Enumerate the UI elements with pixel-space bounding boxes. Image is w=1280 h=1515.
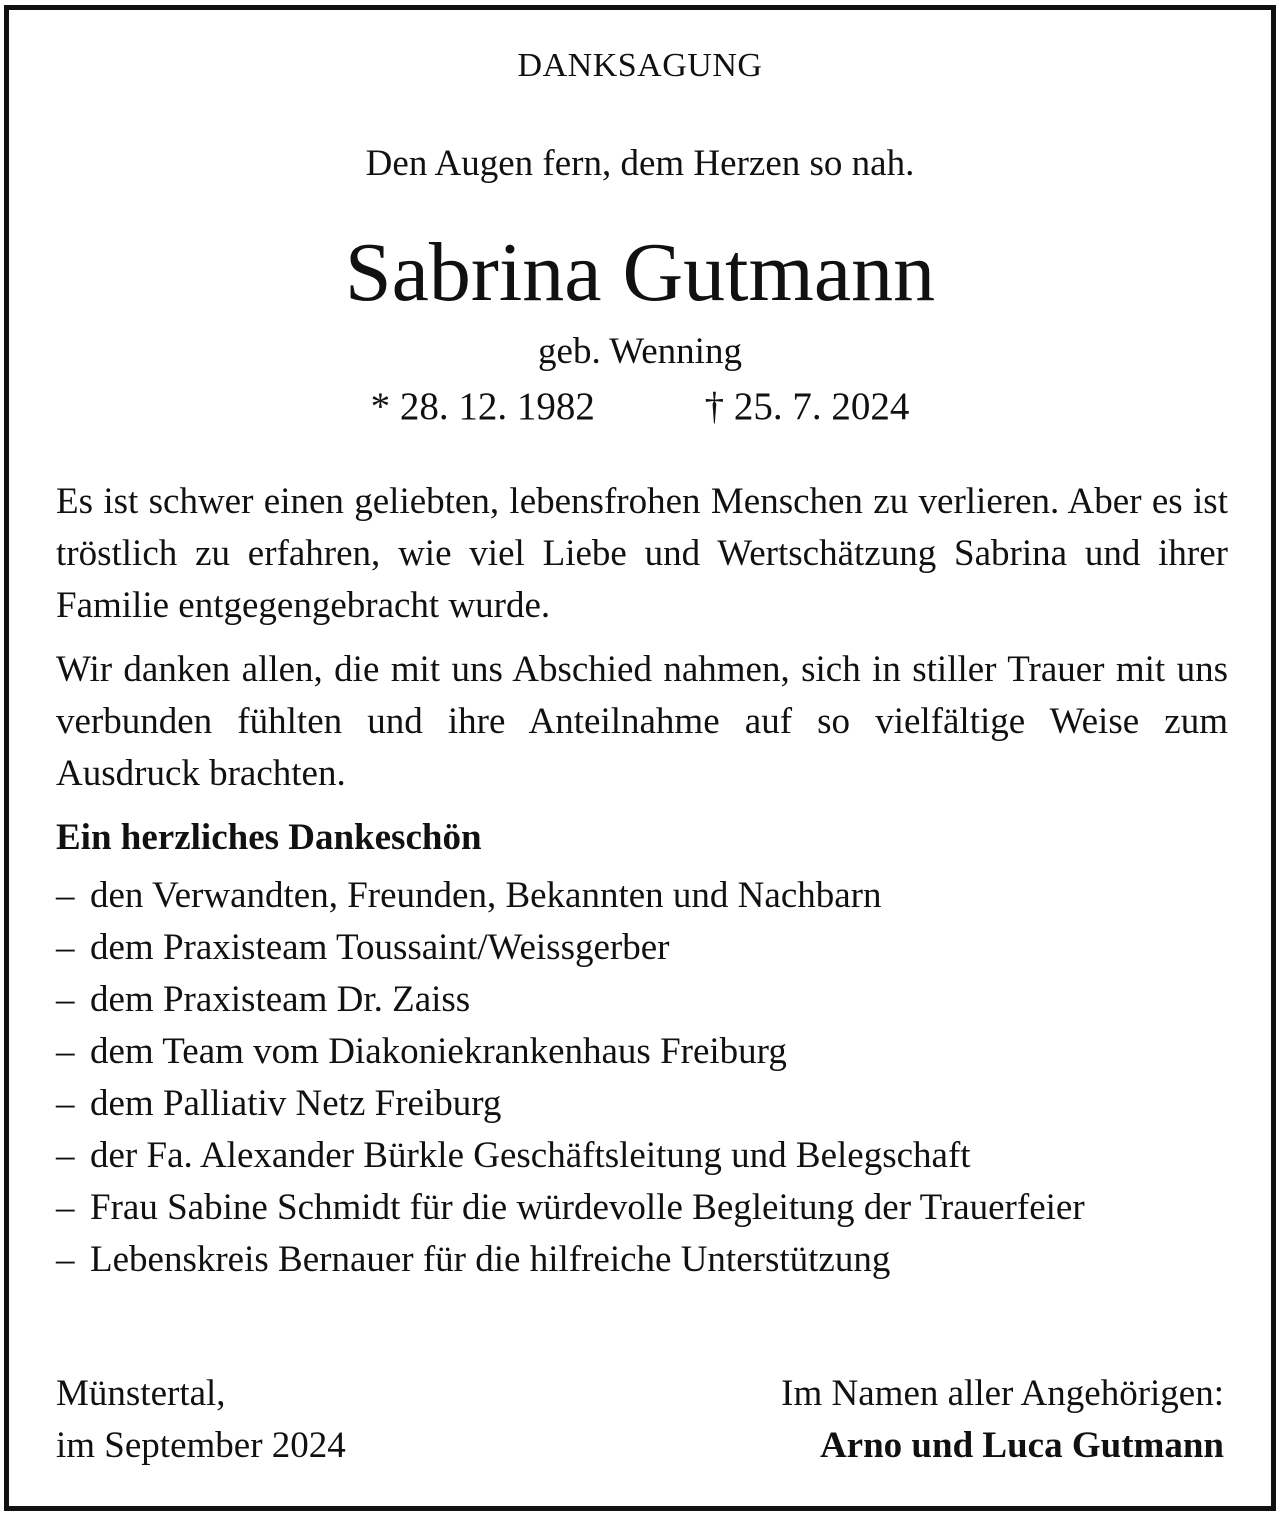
place: Münstertal, — [56, 1373, 226, 1414]
thanks-item — [56, 1026, 1228, 1078]
life-dates — [0, 384, 1280, 429]
thanks-title: Ein herzliches Dankeschön — [56, 817, 482, 858]
paragraph-1: Es ist schwer einen geliebten, lebensfrohen Menschen zu verlieren. Aber es ist tröstlich zu erfahren, wie viel Liebe und Wertschätzung Sabrina und ihrer Familie entgegengebracht wurde. — [56, 481, 1228, 626]
thanks-item-text: Lebenskreis Bernauer für die hilfreiche Unterstützung — [90, 1239, 891, 1280]
thanks-item — [56, 1234, 1228, 1286]
thanks-item-text: der Fa. Alexander Bürkle Geschäftsleitung und Belegschaft — [90, 1135, 971, 1176]
thanks-item-text: dem Team vom Diakoniekrankenhaus Freiburg — [90, 1031, 787, 1072]
thanks-item — [56, 1182, 1228, 1234]
birth-date: * 28. 12. 1982 — [370, 385, 595, 428]
dash-marker: – — [56, 1031, 75, 1072]
dash-marker: – — [56, 927, 75, 968]
maiden-name: geb. Wenning — [538, 331, 742, 372]
dash-marker: – — [56, 1239, 75, 1280]
on-behalf-label: Im Namen aller Angehörigen: — [781, 1373, 1224, 1414]
thanks-list — [56, 870, 1228, 1286]
thanks-item — [56, 974, 1228, 1026]
thanks-item-text: dem Praxisteam Toussaint/Weissgerber — [90, 927, 670, 968]
notice-heading: DANKSAGUNG — [517, 47, 763, 84]
thanks-item — [56, 870, 1228, 922]
dash-marker: – — [56, 1135, 75, 1176]
death-date: † 25. 7. 2024 — [704, 385, 910, 428]
thanks-item-text: Frau Sabine Schmidt für die würdevolle Begleitung der Trauerfeier — [90, 1187, 1085, 1228]
date: im September 2024 — [56, 1425, 346, 1466]
thanks-item-text: dem Praxisteam Dr. Zaiss — [90, 979, 471, 1020]
footer-place-date — [56, 1368, 346, 1472]
motto: Den Augen fern, dem Herzen so nah. — [365, 143, 915, 184]
dash-marker: – — [56, 979, 75, 1020]
dash-marker: – — [56, 1083, 75, 1124]
footer-signature — [781, 1368, 1224, 1472]
dash-marker: – — [56, 1187, 75, 1228]
thanks-item-text: dem Palliativ Netz Freiburg — [90, 1083, 502, 1124]
paragraph-2: Wir danken allen, die mit uns Abschied nahmen, sich in stiller Trauer mit uns verbunden fühlten und ihre Anteilnahme auf so vielfältige Weise zum Ausdruck brachten. — [56, 649, 1228, 794]
thanks-item — [56, 1078, 1228, 1130]
dash-marker: – — [56, 875, 75, 916]
deceased-name: Sabrina Gutmann — [344, 226, 936, 319]
signers: Arno und Luca Gutmann — [819, 1425, 1224, 1466]
thanks-item — [56, 922, 1228, 974]
thanks-item-text: den Verwandten, Freunden, Bekannten und Nachbarn — [90, 875, 882, 916]
thanks-item — [56, 1130, 1228, 1182]
